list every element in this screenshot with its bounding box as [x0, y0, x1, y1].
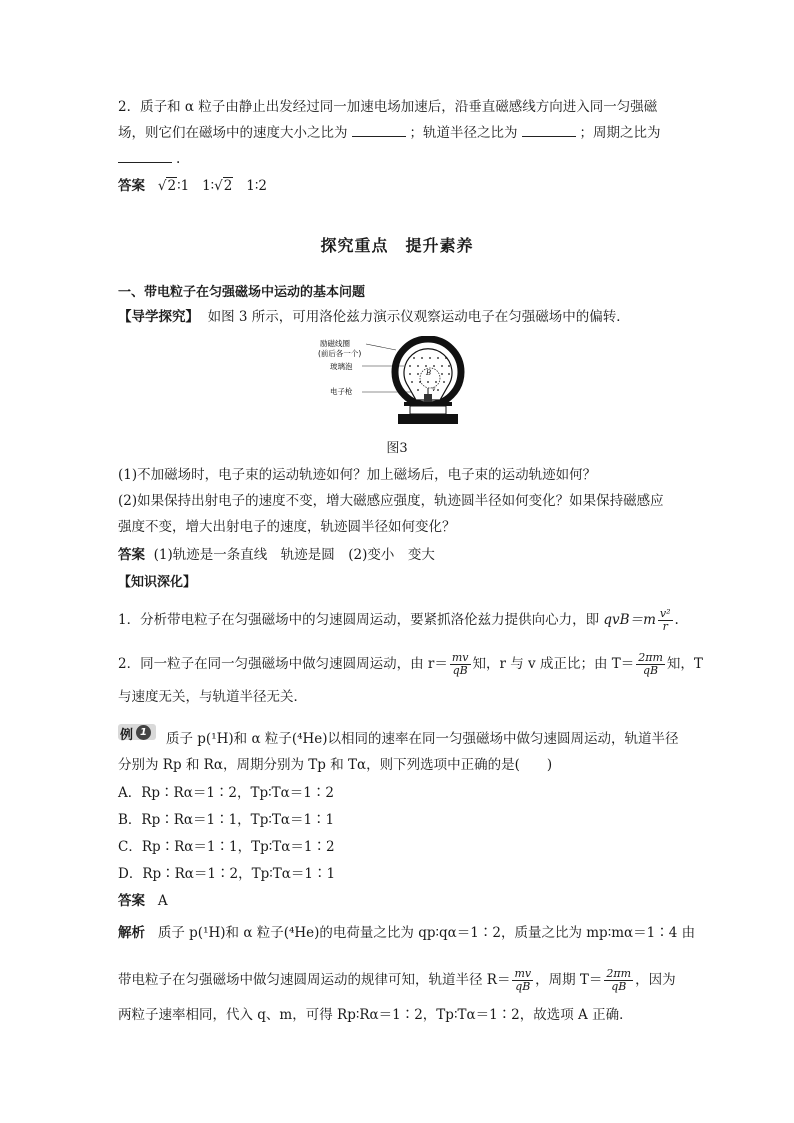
figure-label-B: B: [426, 369, 432, 377]
q2-blank-2: [522, 124, 576, 137]
example-answer-value: A: [157, 893, 168, 909]
guide-question-2-line2: 强度不变，增大出射电子的速度，轨迹圆半径如何变化？: [118, 519, 456, 535]
figure-label-gun: 电子枪: [330, 387, 353, 396]
q2-blank-3: [118, 150, 172, 163]
lorentz-force-apparatus-figure: [318, 336, 478, 428]
example-stem-line2: 分别为 Rp 和 Rα，周期分别为 Tp 和 Tα，则下列选项中正确的是( ): [118, 757, 553, 773]
q2-line2: [118, 124, 688, 142]
analysis-line2: [118, 968, 688, 993]
option-c: C．Rp∶Rα＝1∶1，Tp∶Tα＝1∶2: [118, 839, 335, 855]
analysis-label: 解析: [118, 925, 145, 941]
figure-label-bulb: 玻璃泡: [330, 362, 353, 371]
k2-fraction-2: $\frac{2\pi m}{qB}$: [638, 651, 663, 677]
figure-label-v: v: [432, 386, 436, 393]
guide-question-2-line1: (2)如果保持出射电子的速度不变，增大磁感应强度，轨迹圆半径如何变化？如果保持磁感应: [118, 493, 664, 509]
answer-sqrt-2: √2: [214, 178, 233, 194]
option-d: D．Rp∶Rα＝1∶2，Tp∶Tα＝1∶1: [118, 866, 336, 882]
q2-text-b: ；轨道半径之比为: [409, 125, 518, 141]
k1-text: 1．分析带电粒子在匀强磁场中的匀速圆周运动，要紧抓洛伦兹力提供向心力，即: [118, 612, 604, 628]
k1-fraction: $\frac{\text{v²}}{r}$: [659, 607, 671, 633]
q2-answer: [118, 177, 688, 195]
k2-text-c: 知，T: [666, 656, 703, 672]
example-badge-char: 例: [120, 728, 134, 743]
figure-caption: 图3: [386, 441, 408, 456]
example-badge: [118, 724, 156, 743]
q2-text-a: 场，则它们在磁场中的速度大小之比为: [118, 125, 348, 141]
q2-line3: [118, 150, 688, 168]
guide-answer: [118, 546, 688, 564]
guide-question-1: (1)不加磁场时，电子束的运动轨迹如何？加上磁场后，电子束的运动轨迹如何？: [118, 467, 597, 483]
apparatus-base: [398, 414, 458, 424]
k2-text-a: 2．同一粒子在同一匀强磁场中做匀速圆周运动，由 r＝: [118, 656, 448, 672]
q2-line3-end: .: [176, 151, 181, 167]
electron-gun: [424, 394, 432, 402]
knowledge-point-2-line2: 与速度无关，与轨道半径无关．: [118, 689, 307, 705]
analysis-line3: 两粒子速率相同，代入 q、m，可得 Rp∶Rα＝1∶2，Tp∶Tα＝1∶2，故选项 A 正确．: [118, 1007, 633, 1023]
apparatus-neck: [404, 402, 452, 406]
guide-text: 如图 3 所示，可用洛伦兹力演示仪观察运动电子在匀强磁场中的偏转．: [207, 309, 630, 325]
guide-answer-label: 答案: [118, 547, 145, 563]
analysis-line1: [118, 924, 696, 942]
k1-formula-lhs: qvB: [603, 612, 630, 628]
example-stem-line1: 质子 p(¹H)和 α 粒子(⁴He)以相同的速率在同一匀强磁场中做匀速圆周运动，轨道半径: [166, 731, 679, 747]
answer-part-1: ∶1: [177, 178, 190, 194]
q2-line1: 2．质子和 α 粒子由静止出发经过同一加速电场加速后，沿垂直磁感线方向进入同一匀强磁: [118, 99, 658, 115]
option-b: B．Rp∶Rα＝1∶1，Tp∶Tα＝1∶1: [118, 812, 335, 828]
figure-label-coil-note: (前后各一个): [318, 349, 362, 358]
analysis-text-2b: ，周期 T＝: [535, 972, 603, 988]
analysis-text-2c: ，因为: [635, 972, 676, 988]
part1-heading: 一、带电粒子在匀强磁场中运动的基本问题: [118, 285, 366, 300]
guide-line: [118, 308, 688, 326]
example-badge-number: 1: [136, 725, 151, 740]
figure-label-coil: 励磁线圈: [320, 339, 350, 348]
q2-blank-1: [352, 124, 406, 137]
q2-answer-label: 答案: [118, 178, 145, 194]
guide-answer-text: (1)轨迹是一条直线 轨迹是圆 (2)变小 变大: [153, 547, 435, 563]
analysis-text-2a: 带电粒子在匀强磁场中做匀速圆周运动的规律可知，轨道半径 R＝: [118, 972, 511, 988]
k1-end: .: [674, 612, 679, 628]
k2-fraction-1: $\frac{mv}{qB}$: [451, 651, 469, 677]
knowledge-point-2: [118, 651, 703, 677]
answer-sqrt-1: √2: [157, 178, 177, 194]
analysis-fraction-2: $\frac{2\pi m}{qB}$: [606, 967, 632, 993]
guide-label: 【导学探究】: [118, 309, 199, 325]
k2-text-b: 知，r 与 v 成正比；由 T＝: [472, 656, 635, 672]
example-answer-label: 答案: [118, 893, 145, 909]
q2-text-c: ；周期之比为: [579, 125, 661, 141]
analysis-text-1: 质子 p(¹H)和 α 粒子(⁴He)的电荷量之比为 qp∶qα＝1∶2，质量之比为 mp∶mα＝1∶4 由: [157, 925, 696, 941]
section-title: 探究重点 提升素养: [320, 236, 474, 255]
option-a: A．Rp∶Rα＝1∶2，Tp∶Tα＝1∶2: [118, 785, 334, 801]
knowledge-point-1: [118, 608, 688, 633]
analysis-fraction-1: $\frac{mv}{qB}$: [514, 967, 532, 993]
answer-part-2: 1∶: [202, 178, 215, 194]
answer-part-3: 1∶2: [246, 178, 267, 194]
knowledge-label: 【知识深化】: [118, 575, 197, 590]
k1-formula-eq: ＝m: [629, 612, 656, 628]
example-answer: [118, 892, 688, 910]
